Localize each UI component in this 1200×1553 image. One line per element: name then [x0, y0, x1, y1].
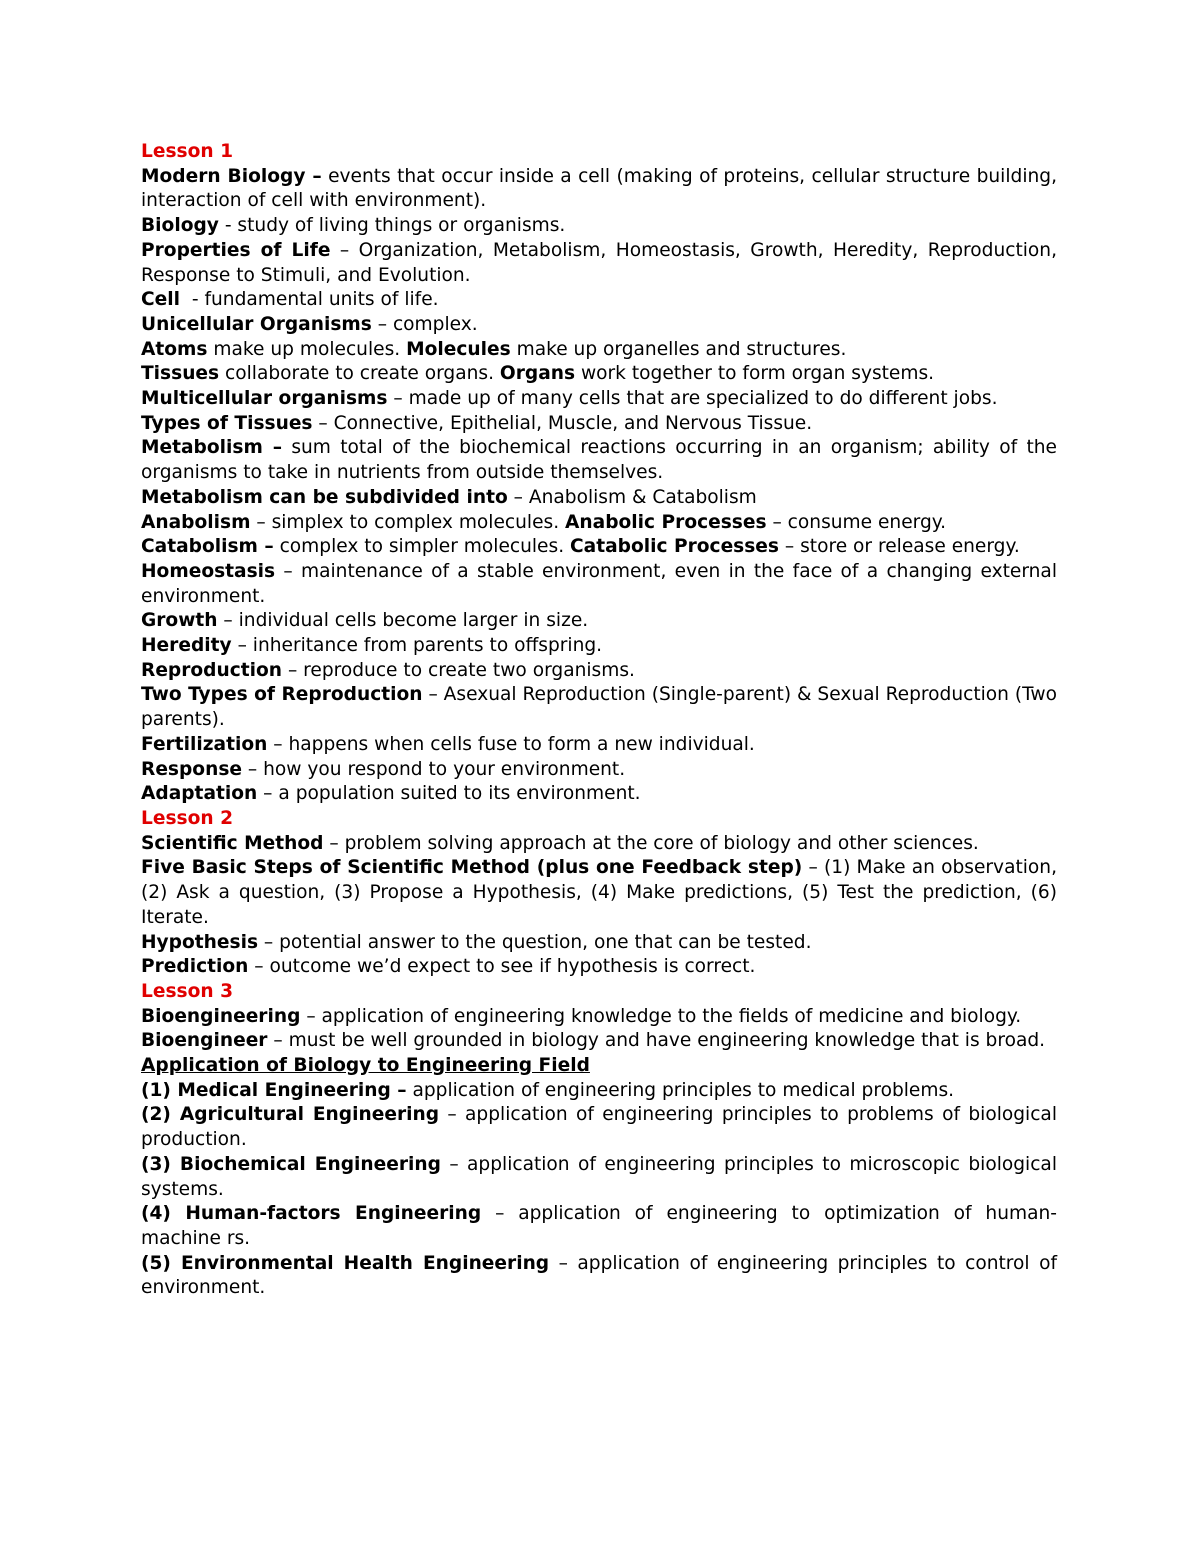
- entry-response: [141, 758, 1057, 783]
- entry-atoms: [141, 338, 1057, 363]
- entry-metabolism-subdivided: [141, 486, 1057, 511]
- term: Atoms: [141, 338, 208, 360]
- definition: – Organization, Metabolism, Homeostasis, Growth, Heredity, Reproduction, Response to Stimuli, and Evolution.: [141, 239, 1057, 286]
- entry-multicellular: [141, 387, 1057, 412]
- definition: – application of engineering principles to problems of biological production.: [141, 1104, 1057, 1151]
- entry-hypothesis: [141, 931, 1057, 956]
- term: (5) Environmental Health Engineering: [141, 1252, 550, 1274]
- term: Multicellular organisms: [141, 388, 388, 410]
- entry-environmental-health-engineering: [141, 1252, 1057, 1301]
- term: Catabolism –: [141, 536, 274, 558]
- entry-biology: [141, 214, 1057, 239]
- entry-anabolism: [141, 511, 1057, 536]
- entry-biochemical-engineering: [141, 1153, 1057, 1202]
- entry-medical-engineering: [141, 1079, 1057, 1104]
- definition: – a population suited to its environment.: [257, 783, 641, 805]
- term: Homeostasis: [141, 560, 276, 582]
- definition: – maintenance of a stable environment, even in the face of a changing external environment.: [141, 560, 1057, 607]
- term: Anabolic Processes: [565, 511, 767, 533]
- definition: – happens when cells fuse to form a new individual.: [267, 733, 755, 755]
- entry-properties-of-life: [141, 239, 1057, 288]
- definition: – application of engineering knowledge to the fields of medicine and biology.: [300, 1005, 1022, 1027]
- term: Types of Tissues: [141, 412, 313, 434]
- definition: – made up of many cells that are specialized to do different jobs.: [387, 388, 998, 410]
- term: Fertilization: [141, 733, 268, 755]
- entry-reproduction: [141, 659, 1057, 684]
- definition: sum total of the biochemical reactions occurring in an organism; ability of the organisms to take in nutrients from outside themselves.: [141, 437, 1058, 484]
- entry-prediction: [141, 955, 1057, 980]
- term: Bioengineer: [141, 1030, 268, 1052]
- term: Catabolic Processes: [570, 536, 779, 558]
- term: Properties of Life: [141, 239, 331, 261]
- definition: – how you respond to your environment.: [242, 758, 626, 780]
- definition: complex to simpler molecules.: [273, 536, 571, 558]
- definition: – application of engineering principles to microscopic biological systems.: [141, 1153, 1057, 1200]
- entry-modern-biology: [141, 165, 1057, 214]
- definition: make up molecules.: [207, 338, 407, 360]
- term: Organs: [499, 363, 576, 385]
- term: Tissues: [141, 363, 220, 385]
- entry-adaptation: [141, 782, 1057, 807]
- entry-human-factors-engineering: [141, 1202, 1057, 1251]
- term: Two Types of Reproduction: [141, 684, 423, 706]
- term: Molecules: [406, 338, 511, 360]
- entry-five-steps: [141, 856, 1057, 930]
- definition: – Anabolism & Catabolism: [507, 486, 757, 508]
- entry-scientific-method: [141, 832, 1057, 857]
- definition: – store or release energy.: [779, 536, 1020, 558]
- term: Scientific Method: [141, 832, 324, 854]
- term: (3) Biochemical Engineering: [141, 1153, 441, 1175]
- definition: – application of engineering principles to control of environment.: [141, 1252, 1057, 1299]
- term: Unicellular Organisms: [141, 313, 372, 335]
- lesson-3-heading: Lesson 3: [141, 980, 234, 1002]
- definition: – consume energy.: [766, 511, 947, 533]
- entry-growth: [141, 609, 1057, 634]
- definition: events that occur inside a cell (making of proteins, cellular structure building, interaction of cell with environment).: [141, 165, 1057, 212]
- term: Biology: [141, 215, 219, 237]
- entry-agricultural-engineering: [141, 1103, 1057, 1152]
- entry-bioengineering: [141, 1005, 1057, 1030]
- entry-cell: [141, 288, 1057, 313]
- entry-two-types-reproduction: [141, 683, 1057, 732]
- entry-catabolism: [141, 535, 1057, 560]
- term: Cell: [141, 289, 181, 311]
- term: Response: [141, 758, 242, 780]
- definition: work together to form organ systems.: [575, 363, 935, 385]
- term: Heredity: [141, 635, 232, 657]
- definition: – Connective, Epithelial, Muscle, and Nervous Tissue.: [312, 412, 813, 434]
- document-page: [141, 140, 1057, 1301]
- term: Adaptation: [141, 783, 258, 805]
- definition: – simplex to complex molecules.: [250, 511, 566, 533]
- term: Reproduction: [141, 659, 283, 681]
- definition: collaborate to create organs.: [219, 363, 500, 385]
- definition: – reproduce to create two organisms.: [282, 659, 635, 681]
- definition: - study of living things or organisms.: [218, 215, 566, 237]
- definition: – inheritance from parents to offspring.: [231, 635, 603, 657]
- term: Bioengineering: [141, 1005, 301, 1027]
- term: Growth: [141, 610, 218, 632]
- application-heading: Application of Biology to Engineering Field: [141, 1055, 590, 1077]
- definition: - fundamental units of life.: [180, 289, 439, 311]
- definition: make up organelles and structures.: [510, 338, 847, 360]
- entry-unicellular: [141, 313, 1057, 338]
- term: Hypothesis: [141, 931, 259, 953]
- entry-types-of-tissues: [141, 412, 1057, 437]
- term: (4) Human-factors Engineering: [141, 1203, 482, 1225]
- definition: – individual cells become larger in size.: [217, 610, 589, 632]
- entry-fertilization: [141, 733, 1057, 758]
- lesson-2-heading: Lesson 2: [141, 807, 234, 829]
- term: Modern Biology –: [141, 165, 322, 187]
- definition: – must be well grounded in biology and have engineering knowledge that is broad.: [267, 1030, 1046, 1052]
- term: Metabolism can be subdivided into: [141, 486, 508, 508]
- term: Prediction: [141, 956, 249, 978]
- entry-heredity: [141, 634, 1057, 659]
- term: Five Basic Steps of Scientific Method (plus one Feedback step): [141, 857, 803, 879]
- entry-tissues: [141, 362, 1057, 387]
- entry-metabolism: [141, 436, 1057, 485]
- definition: – potential answer to the question, one that can be tested.: [258, 931, 812, 953]
- definition: – outcome we’d expect to see if hypothesis is correct.: [248, 956, 756, 978]
- lesson-1-heading: Lesson 1: [141, 141, 234, 162]
- definition: – Asexual Reproduction (Single-parent) & Sexual Reproduction (Two parents).: [141, 684, 1058, 731]
- entry-homeostasis: [141, 560, 1057, 609]
- definition: – complex.: [371, 313, 478, 335]
- term: (1) Medical Engineering –: [141, 1079, 407, 1101]
- entry-bioengineer: [141, 1029, 1057, 1054]
- definition: – application of engineering to optimization of human-machine rs.: [141, 1203, 1057, 1249]
- definition: application of engineering principles to medical problems.: [406, 1079, 955, 1101]
- definition: – (1) Make an observation, (2) Ask a question, (3) Propose a Hypothesis, (4) Make predictions, (5) Test the prediction, (6) Iterate.: [141, 857, 1057, 928]
- term: (2) Agricultural Engineering: [141, 1104, 440, 1126]
- definition: – problem solving approach at the core of biology and other sciences.: [323, 832, 979, 854]
- term: Metabolism –: [141, 437, 283, 459]
- term: Anabolism: [141, 511, 251, 533]
